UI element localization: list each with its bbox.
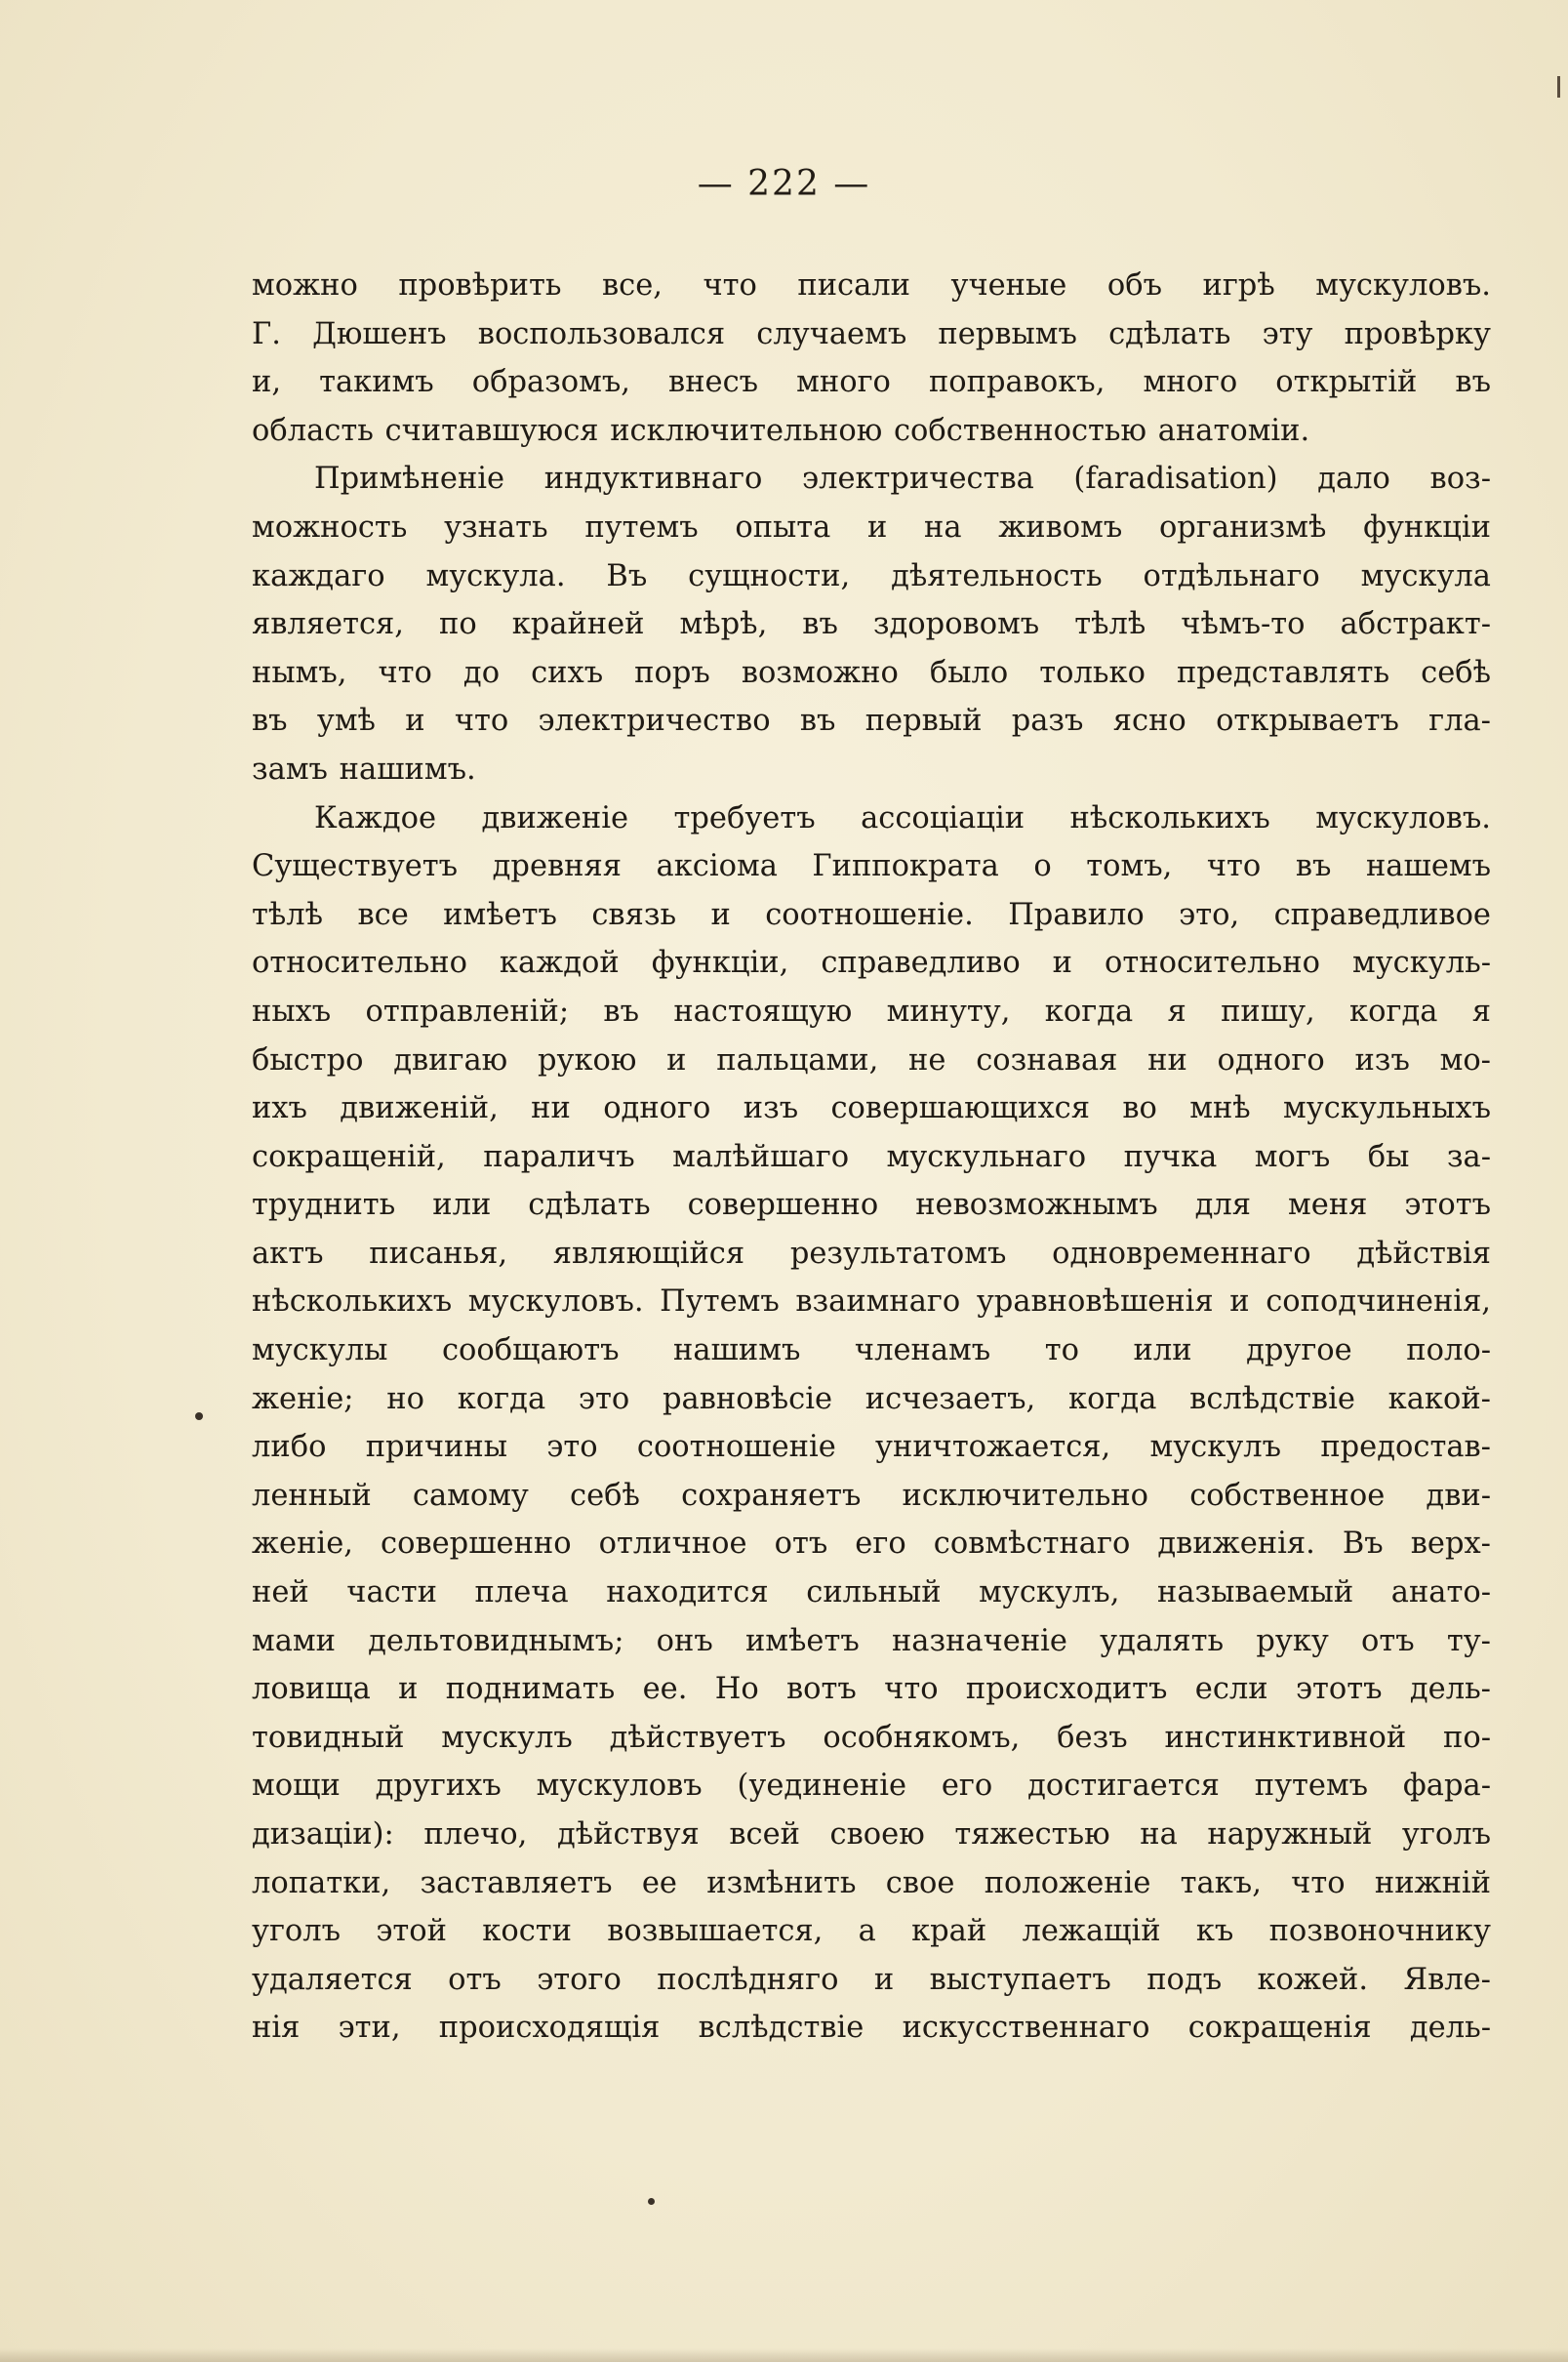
text-line: ныхъ отправленій; въ настоящую минуту, когда я пишу, когда я [252,994,1491,1029]
text-line: является, по крайней мѣрѣ, въ здоровомъ тѣлѣ чѣмъ-то абстракт- [252,607,1491,642]
ink-speck [195,1412,203,1420]
text-line: женіе, совершенно отличное отъ его совмѣстнаго движенія. Въ верх- [252,1527,1491,1562]
text-line: ленный самому себѣ сохраняетъ исключительно собственное дви- [252,1478,1491,1513]
text-line: актъ писанья, являющійся результатомъ одновременнаго дѣйствія [252,1236,1491,1271]
text-line: товидный мускулъ дѣйствуетъ особнякомъ, безъ инстинктивной по- [252,1720,1491,1755]
text-line: женіе; но когда это равновѣсіе исчезаетъ, когда вслѣдствіе какой- [252,1381,1491,1416]
page-number: — 222 — [697,164,871,204]
paragraph-2 [252,455,1491,794]
ink-speck [648,2198,655,2205]
text-line: каждаго мускула. Въ сущности, дѣятельность отдѣльнаго мускула [252,558,1491,593]
text-line: быстро двигаю рукою и пальцами, не сознавая ни одного изъ мо- [252,1042,1491,1078]
text-line: нымъ, что до сихъ поръ возможно было только представлять себѣ [252,655,1491,690]
text-line: Г. Дюшенъ воспользовался случаемъ первымъ сдѣлать эту провѣрку [252,316,1491,351]
text-line: Примѣненіе индуктивнаго электричества (faradisation) дало воз- [314,462,1491,497]
text-line: мощи другихъ мускуловъ (уединеніе его достигается путемъ фара- [252,1769,1491,1804]
text-line: замъ нашимъ. [252,752,476,787]
text-line: либо причины это соотношеніе уничтожается, мускулъ предостав- [252,1430,1491,1465]
text-line: ихъ движеній, ни одного изъ совершающихся во мнѣ мускульныхъ [252,1091,1491,1126]
paragraph-3 [252,794,1491,2053]
page-edge [0,2348,1568,2362]
text-line: уголъ этой кости возвышается, а край лежащій къ позвоночнику [252,1914,1491,1949]
text-line: дизаціи): плечо, дѣйствуя всей своею тяжестью на наружный уголъ [252,1817,1491,1852]
text-line: тѣлѣ все имѣетъ связь и соотношеніе. Правило это, справедливое [252,897,1491,932]
text-line: ней части плеча находится сильный мускулъ, называемый анато- [252,1575,1491,1610]
text-line: въ умѣ и что электричество въ первый разъ ясно открываетъ гла- [252,704,1491,739]
text-line: удаляется отъ этого послѣдняго и выступаетъ подъ кожей. Явле- [252,1962,1491,1997]
text-line: область считавшуюся исключительною собственностью анатоміи. [252,413,1310,448]
text-line: Существуетъ древняя аксіома Гиппократа о томъ, что въ нашемъ [252,849,1491,884]
text-line: нѣсколькихъ мускуловъ. Путемъ взаимнаго уравновѣшенія и соподчиненія, [252,1284,1491,1320]
body-text [252,262,1491,2053]
paragraph-1 [252,262,1491,455]
margin-mark [1557,76,1560,98]
text-line: мами дельтовиднымъ; онъ имѣетъ назначеніе удалять руку отъ ту- [252,1623,1491,1658]
text-line: сокращеній, параличъ малѣйшаго мускульнаго пучка могъ бы за- [252,1139,1491,1174]
text-line: нія эти, происходящія вслѣдствіе искусственнаго сокращенія дель- [252,2011,1491,2046]
text-line: можно провѣрить все, что писали ученые объ игрѣ мускуловъ. [252,268,1491,303]
text-line: мускулы сообщаютъ нашимъ членамъ то или другое поло- [252,1333,1491,1368]
text-line: ловища и поднимать ее. Но вотъ что происходитъ если этотъ дель- [252,1672,1491,1707]
text-line: лопатки, заставляетъ ее измѣнить свое положеніе такъ, что нижній [252,1865,1491,1900]
text-line: можность узнать путемъ опыта и на живомъ организмѣ функціи [252,509,1491,545]
text-line: труднить или сдѣлать совершенно невозможнымъ для меня этотъ [252,1188,1491,1223]
text-line: Каждое движеніе требуетъ ассоціаціи нѣсколькихъ мускуловъ. [314,800,1491,835]
text-line: и, такимъ образомъ, внесъ много поправокъ, много открытій въ [252,365,1491,400]
text-line: относительно каждой функціи, справедливо и относительно мускуль- [252,946,1491,981]
